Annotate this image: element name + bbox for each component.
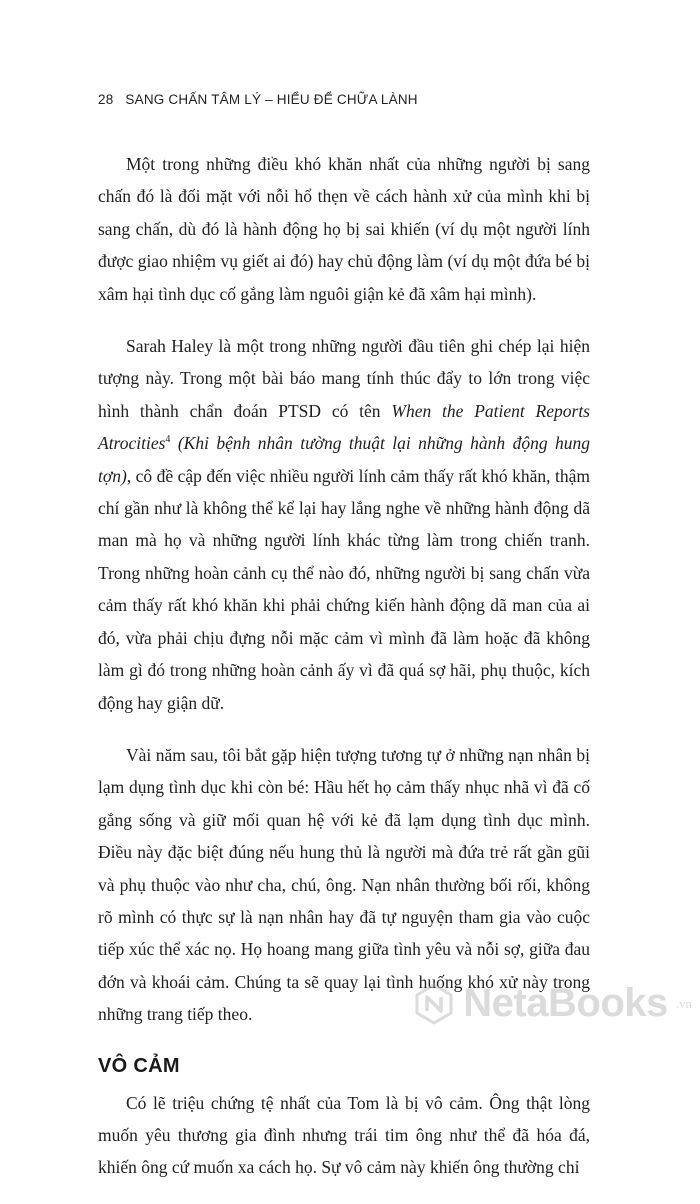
page-body	[98, 148, 590, 1204]
article-title: When the Patient Reports Atrocities	[98, 400, 590, 454]
paragraph-1: Một trong những điều khó khăn nhất của những người bị sang chấn đó là đối mặt với nỗi hổ thẹn về cách hành xử của mình khi bị sang chấn, dù đó là hành động họ bị sai khiến (ví dụ một người lính được giao nhiệm vụ giết ai đó) hay chủ động làm (ví dụ một đứa bé bị xâm hại tình dục cố gắng làm nguôi giận kẻ đã xâm hại mình).	[98, 154, 590, 304]
article-title-translation: (Khi bệnh nhân tường thuật lại những hành động hung tợn)	[98, 433, 590, 486]
running-header	[98, 92, 418, 107]
page-number: 28	[98, 92, 114, 107]
paragraph-2-text-start: Sarah Haley là một trong những người đầu tiên ghi chép lại hiện tượng này. Trong một bài báo mang tính thúc đẩy to lớn trong việc hình thành chẩn đoán PTSD có tên	[98, 336, 590, 421]
watermark	[413, 981, 692, 1026]
running-title: SANG CHẤN TÂM LÝ – HIỂU ĐỂ CHỮA LÀNH	[125, 92, 418, 107]
watermark-suffix: .vn	[675, 995, 692, 1011]
paragraph-3: Vài năm sau, tôi bắt gặp hiện tượng tương tự ở những nạn nhân bị lạm dụng tình dục khi còn bé: Hầu hết họ cảm thấy nhục nhã vì đã cố gắng sống và giữ mối quan hệ với kẻ đã lạm dụng tình dục mình. Điều này đặc biệt đúng nếu hung thủ là người mà đứa trẻ rất gần gũi và phụ thuộc vào như cha, chú, ông. Nạn nhân thường bối rối, không rõ mình có thực sự là nạn nhân hay đã tự nguyện tham gia vào cuộc tiếp xúc thể xác nọ. Họ hoang mang giữa tình yêu và nỗi sợ, giữa đau đớn và khoái cảm. Chúng ta sẽ quay lại tình huống khó xử này trong những trang tiếp theo.	[98, 744, 590, 1025]
footnote-marker[interactable]: 4	[165, 434, 171, 446]
netabooks-logo-icon	[413, 983, 455, 1025]
section-heading: VÔ CẢM	[98, 1054, 180, 1077]
paragraph-2	[98, 330, 590, 719]
paragraph-4: Có lẽ triệu chứng tệ nhất của Tom là bị vô cảm. Ông thật lòng muốn yêu thương gia đình nhưng trái tim ông như thể đã hóa đá, khiến ông cứ muốn xa cách họ. Sự vô cảm này khiến ông thường chỉ	[98, 1092, 590, 1178]
paragraph-2-text-end: , cô đề cập đến việc nhiều người lính cảm thấy rất khó khăn, thậm chí gần như là không thể kể lại hay lắng nghe về những hành động dã man mà họ và những người lính khác từng làm trong chiến tranh. Trong những hoàn cảnh cụ thể nào đó, những người bị sang chấn vừa cảm thấy rất khó khăn khi phải chứng kiến hành động dã man của ai đó, vừa phải chịu đựng nỗi mặc cảm vì mình đã làm hoặc đã không làm gì đó trong những hoàn cảnh ấy vì đã quá sợ hãi, phụ thuộc, kích động hay giận dữ.	[98, 465, 590, 713]
watermark-brand: NetaBooks	[463, 981, 668, 1025]
